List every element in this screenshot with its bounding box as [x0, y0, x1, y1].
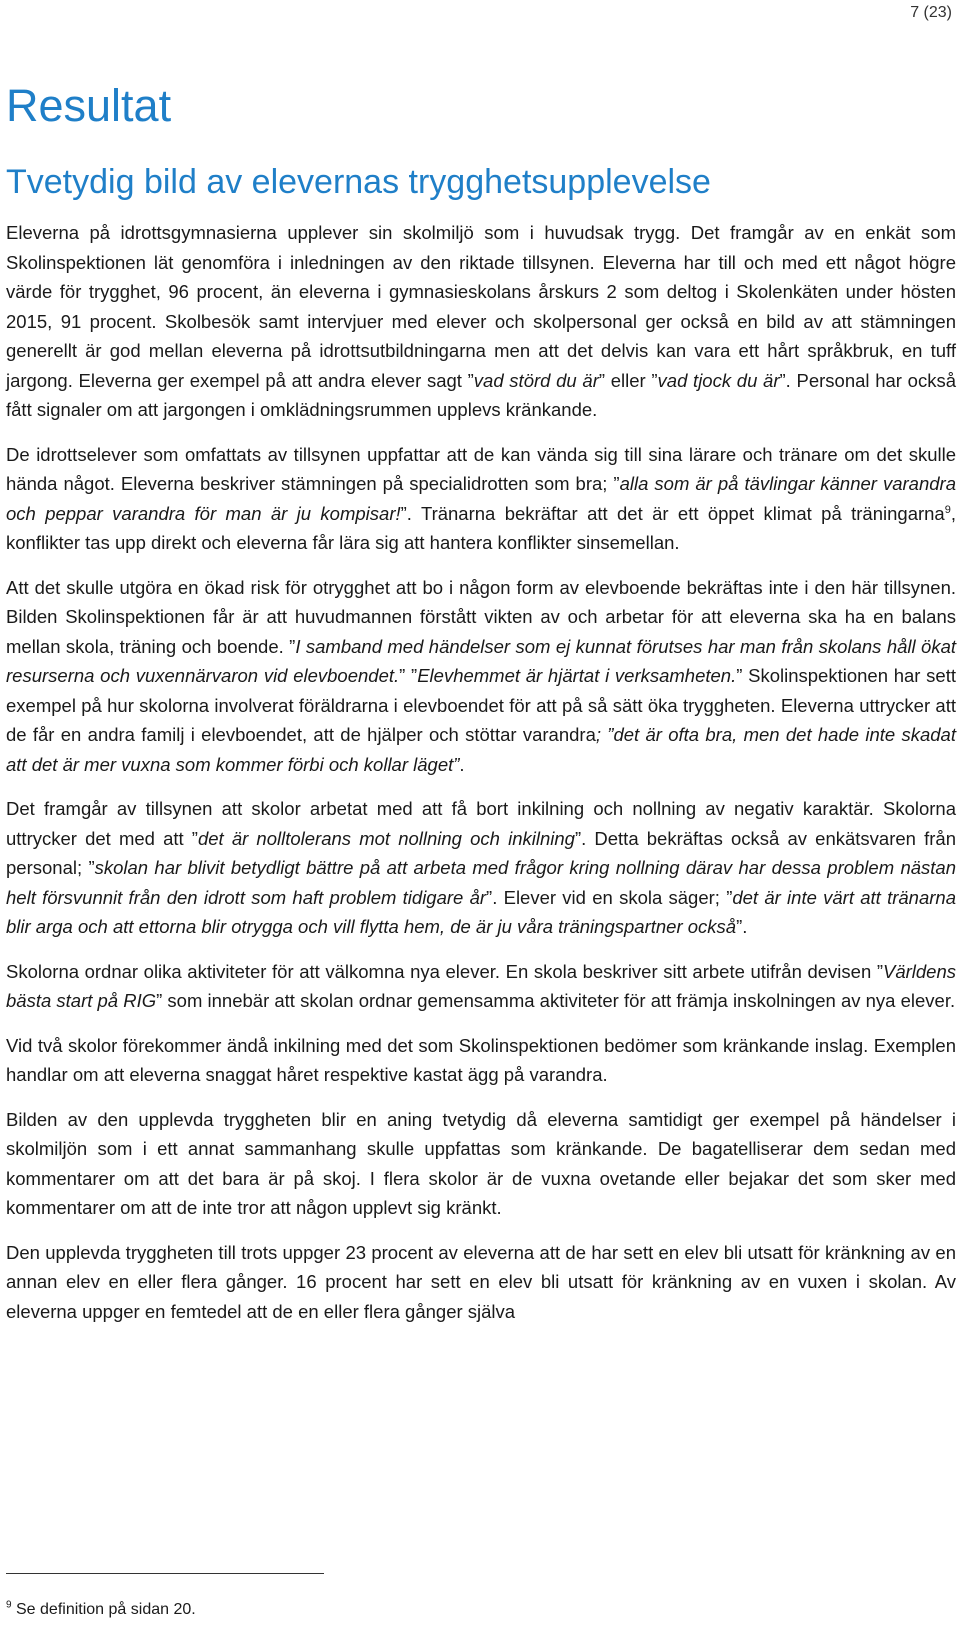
- section-heading: Tvetydig bild av elevernas trygghetsupplevelse: [6, 163, 711, 201]
- paragraph-2: De idrottselever som omfattats av tillsynen uppfattar att de kan vända sig till sina lärare och tränare om det skulle hända något. Eleverna beskriver stämningen på specialidrotten som bra; ”alla som är på tävlingar känner varandra och peppar varandra för man är ju kompisar!”. Tränarna bekräftar att det är ett öppet klimat på träningarna$^9$, konflikter tas upp direkt och eleverna får lära sig att hantera konflikter sinsemellan.: [6, 443, 956, 553]
- paragraph-1: Eleverna på idrottsgymnasierna upplever sin skolmiljö som i huvudsak trygg. Det framgår av en enkät som Skolinspektionen lät genomföra i inledningen av den riktade tillsynen. Eleverna har till och med ett något högre värde för trygghet, 96 procent, än eleverna i gymnasieskolans årskurs 2 som deltog i Skolenkäten under hösten 2015, 91 procent. Skolbesök samt intervjuer med elever och skolpersonal ger också en bild av att stämningen generellt är god mellan eleverna på idrottsutbildningarna men att det delvis kan vara ett hårt språkbruk, en tuff jargong. Eleverna ger exempel på att andra elever sagt ”vad störd du är” eller ”vad tjock du är”. Personal har också fått signaler om att jargongen i omklädningsrummen upplevs kränkande.: [6, 222, 956, 420]
- footnote-reference[interactable]: 9: [944, 503, 951, 516]
- footnote: [6, 1599, 196, 1621]
- paragraph-4: Det framgår av tillsynen att skolor arbetat med att få bort inkilning och nollning av negativ karaktär. Skolorna uttrycker det med att ”det är nolltolerans mot nollning och inkilning”. Detta bekräftas också av enkätsvaren från personal; ”skolan har blivit betydligt bättre på att arbeta med frågor kring nollning därav har dessa problem nästan helt försvunnit från den idrott som haft problem tidigare år”. Elever vid en skola säger; ”det är inte värt att tränarna blir arga och att ettorna blir otrygga och vill flytta hem, de är ju våra träningspartner också”.: [6, 798, 956, 937]
- footnote-marker: 9: [6, 1599, 12, 1611]
- footnote-text: Se definition på sidan 20.: [11, 1601, 196, 1618]
- page-title: Resultat: [6, 80, 172, 131]
- paragraph-8: Den upplevda tryggheten till trots uppger 23 procent av eleverna att de har sett en elev bli utsatt för kränkning av en annan elev en eller flera gånger. 16 procent har sett en elev bli utsatt för kränkning av en vuxen i skolan. Av eleverna uppger en femtedel att de en eller flera gånger själva: [6, 1241, 956, 1322]
- paragraph-7: Bilden av den upplevda tryggheten blir en aning tvetydig då eleverna samtidigt ger exempel på händelser i skolmiljön som i ett annat sammanhang skulle uppfattas som kränkande. De bagatelliserar dem sedan med kommentarer om att det bara är på skoj. I flera skolor är de vuxna ovetande eller bejakar det som sker med kommentarer om att de inte tror att någon upplevt sig kränkt.: [6, 1108, 956, 1218]
- footnote-divider: [6, 1573, 324, 1574]
- paragraph-5: Skolorna ordnar olika aktiviteter för att välkomna nya elever. En skola beskriver sitt arbete utifrån devisen ”Världens bästa start på RIG” som innebär att skolan ordnar gemensamma aktiviteter för att främja inskolningen av nya elever.: [6, 960, 956, 1011]
- paragraph-6: Vid två skolor förekommer ändå inkilning med det som Skolinspektionen bedömer som kränkande inslag. Exemplen handlar om att eleverna snaggat håret respektive kastat ägg på varandra.: [6, 1034, 956, 1085]
- document-body: [6, 78, 956, 1341]
- paragraph-3: Att det skulle utgöra en ökad risk för otrygghet att bo i någon form av elevboende bekräftas inte i den här tillsynen. Bilden Skolinspektionen får är att huvudmannen förstått vikten av och arbetar för att eleverna ska ha en balans mellan skola, träning och boende. ”I samband med händelser som ej kunnat förutses har man från skolans håll ökat resurserna och vuxennärvaron vid elevboendet.” ”Elevhemmet är hjärtat i verksamheten.” Skolinspektionen har sett exempel på hur skolorna involverat föräldrarna i elevboendet för att på så sätt öka tryggheten. Eleverna uttrycker att de får en andra familj i elevboendet, att de hjälper och stöttar varandra; ”det är ofta bra, men det hade inte skadat att det är mer vuxna som kommer förbi och kollar läget”.: [6, 576, 956, 775]
- page-number: 7 (23): [910, 4, 952, 21]
